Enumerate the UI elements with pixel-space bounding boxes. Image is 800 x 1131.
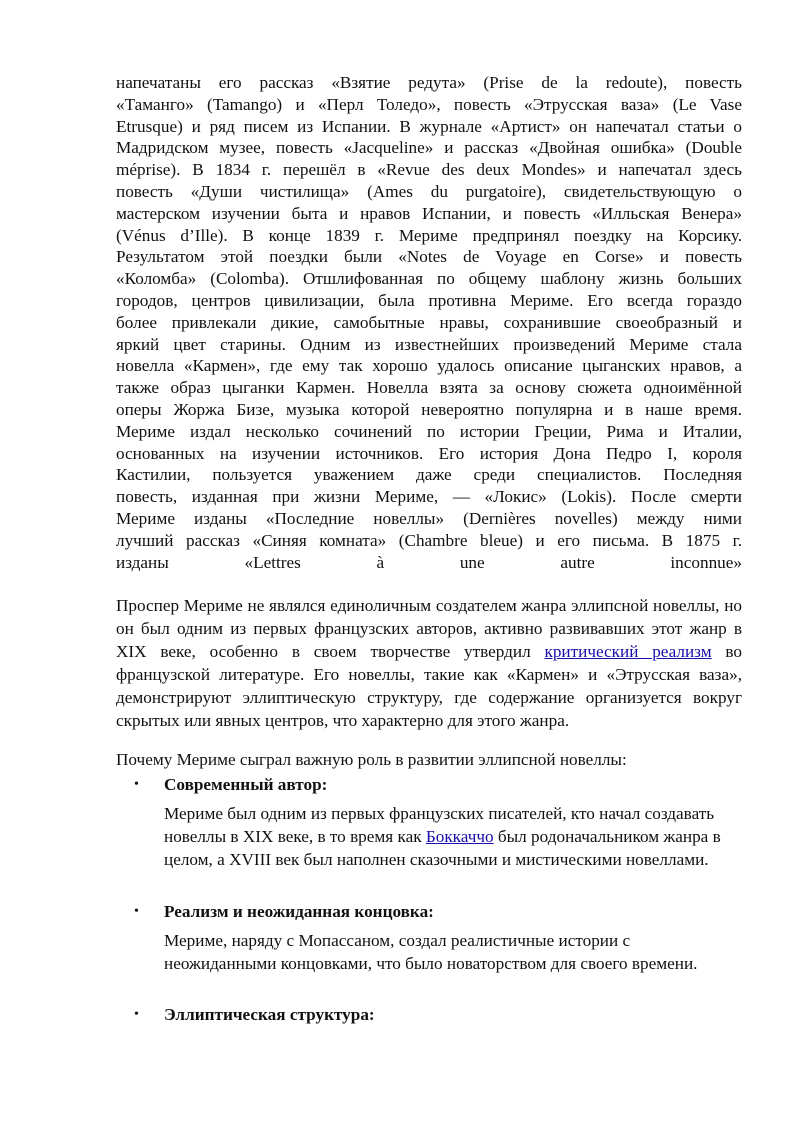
paragraph-line: оперы Жоржа Бизе, музыка которой невероятно популярна и в наше время. [116,399,742,419]
list-lead-text: Почему Мериме сыграл важную роль в развитии эллипсной новеллы: [116,750,627,769]
paragraph-text: во французской литературе. Его новеллы, такие как «Кармен» и «Этрусская ваза», демонстрируют эллиптическую структуру, где содержание организуется вокруг скрытых или явных центров, что характерно для этого жанра. [116,642,743,730]
genre-paragraph [116,594,742,732]
paragraph-line: повесть, изданная при жизни Мериме, — «Локис» (Lokis). После смерти [116,487,742,507]
paragraph-line: яркий цвет старины. Одним из известнейших произведений Мериме стала [116,334,742,354]
paragraph-text: Проспер Мериме не являлся единоличным создателем жанра эллипсной новеллы, но он был одним из первых французских авторов, активно развивавших этот жанр в XIX веке, особенно в своем творчестве утвердил [116,596,742,661]
paragraph-line: Мериме изданы «Последние новеллы» (Dernières novelles) между ними [116,508,742,528]
paragraph-line: также образ цыганки Кармен. Новелла взята за основу сюжета одноимённой [116,378,742,398]
paragraph-line: городов, центров цивилизации, была противна Мериме. Его всегда гораздо [116,290,742,310]
list-item-body: Мериме, наряду с Мопассаном, создал реалистичные истории с неожиданными концовками, что было новаторством для своего времени. [164,931,698,973]
bullet-icon: • [134,904,139,919]
paragraph-line: изданы «Lettres à une autre inconnue» [116,552,742,572]
list-item-text: был родоначальником жанра в целом, а XVIII век был наполнен сказочными и мистическими новеллами. [164,827,721,869]
paragraph-line: напечатаны его рассказ «Взятие редута» (Prise de la redoute), повесть [116,73,742,92]
paragraph-line: Etrusque) и ряд писем из Испании. В журнале «Артист» он напечатал статьи о [116,116,742,136]
list-item-text: Мериме был одним из первых французских писателей, кто начал создавать новеллы в XIX веке, в то время как [164,804,715,846]
paragraph-line: méprise). В 1834 г. перешёл в «Revue des deux Mondes» и напечатал здесь [116,160,742,180]
paragraph-line: Результатом этой поездки были «Notes de Voyage en Corse» и повесть [116,247,742,267]
paragraph-line: «Таманго» (Tamango) и «Перл Толедо», повесть «Этрусская ваза» (Le Vase [116,94,742,114]
paragraph-line: «Коломба» (Colomba). Отшлифованная по общему шаблону жизнь больших [116,269,742,289]
boccaccio-link[interactable]: Боккаччо [425,827,494,846]
paragraph-line: лучший рассказ «Синяя комната» (Chambre bleue) и его письма. В 1875 г. [116,530,742,550]
paragraph-line: более привлекали дикие, самобытные нравы, сохранившие своеобразный и [116,312,742,332]
paragraph-line: (Vénus d’Ille). В конце 1839 г. Мериме предпринял поездку на Корсику. [116,225,742,245]
paragraph-line: Мериме издал несколько сочинений по истории Греции, Рима и Италии, [116,421,742,441]
list-item-title: Современный автор: [164,775,328,794]
paragraph-line: повесть «Души чистилища» (Ames du purgatoire), свидетельствующую о [116,181,742,201]
paragraph-line: новелла «Кармен», где ему так хорошо удалось описание цыганских нравов, а [116,356,742,376]
list-item-title: Реализм и неожиданная концовка: [164,902,434,921]
paragraph-line: Мадридском музее, повесть «Jacqueline» и рассказ «Двойная ошибка» (Double [116,138,742,158]
list-item-title: Эллиптическая структура: [164,1005,375,1024]
biography-paragraph [116,72,742,573]
bullet-icon: • [134,1007,139,1022]
paragraph-line: основанных на изучении источников. Его история Дона Педро I, короля [116,443,742,463]
paragraph-line: мастерском изучении быта и нравов Испании, и повесть «Илльская Венера» [116,203,742,223]
list-item-body [164,802,724,871]
critical-realism-link[interactable]: критический реализм [544,642,712,661]
paragraph-line: Кастилии, пользуется уважением даже среди специалистов. Последняя [116,465,742,485]
bullet-icon: • [134,777,139,792]
